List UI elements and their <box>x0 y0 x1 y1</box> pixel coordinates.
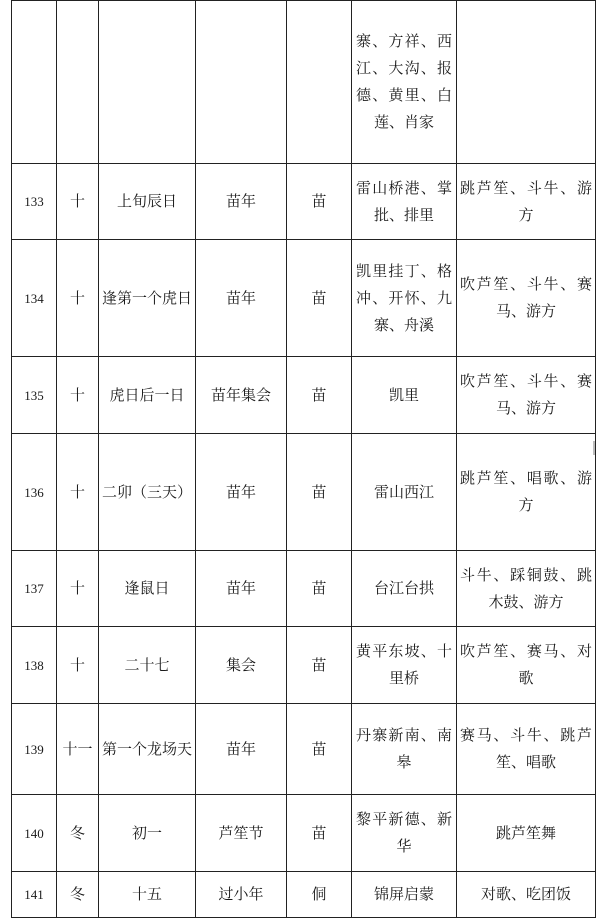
table-row <box>12 627 596 704</box>
date-cell: 第一个龙场天 <box>99 704 196 795</box>
festival-cell: 苗年 <box>196 434 287 551</box>
row-number-cell: 135 <box>12 357 57 434</box>
date-cell: 虎日后一日 <box>99 357 196 434</box>
place-cell: 锦屏启蒙 <box>352 872 457 918</box>
table-row <box>12 164 596 240</box>
month-cell: 冬 <box>57 795 99 872</box>
ethnicity-cell: 苗 <box>287 795 352 872</box>
month-cell: 十 <box>57 357 99 434</box>
activities-cell: 跳芦笙舞 <box>457 795 596 872</box>
row-number-cell: 136 <box>12 434 57 551</box>
table-row <box>12 872 596 918</box>
ethnicity-cell: 苗 <box>287 551 352 627</box>
row-number-cell: 139 <box>12 704 57 795</box>
row-number-cell: 137 <box>12 551 57 627</box>
activities-cell: 跳芦笙、斗牛、游方 <box>457 164 596 240</box>
festival-cell: 芦笙节 <box>196 795 287 872</box>
festival-cell: 苗年 <box>196 164 287 240</box>
table-row <box>12 1 596 164</box>
date-cell: 二十七 <box>99 627 196 704</box>
table-row <box>12 434 596 551</box>
row-number-cell: 138 <box>12 627 57 704</box>
date-cell: 二卯（三天） <box>99 434 196 551</box>
ethnicity-cell: 苗 <box>287 704 352 795</box>
festival-cell: 集会 <box>196 627 287 704</box>
activities-cell: 吹芦笙、赛马、对歌 <box>457 627 596 704</box>
row-number-cell: 140 <box>12 795 57 872</box>
place-cell: 黄平东坡、十里桥 <box>352 627 457 704</box>
month-cell <box>57 1 99 164</box>
month-cell: 十 <box>57 627 99 704</box>
festival-cell: 过小年 <box>196 872 287 918</box>
ethnicity-cell: 苗 <box>287 240 352 357</box>
date-cell: 初一 <box>99 795 196 872</box>
place-cell: 雷山桥港、掌批、排里 <box>352 164 457 240</box>
ethnicity-cell: 苗 <box>287 164 352 240</box>
date-cell: 十五 <box>99 872 196 918</box>
row-number-cell: 134 <box>12 240 57 357</box>
scroll-edge-mark <box>593 441 595 455</box>
activities-cell: 对歌、吃团饭 <box>457 872 596 918</box>
month-cell: 十 <box>57 551 99 627</box>
festival-cell: 苗年集会 <box>196 357 287 434</box>
ethnicity-cell: 侗 <box>287 872 352 918</box>
ethnicity-cell <box>287 1 352 164</box>
activities-cell <box>457 1 596 164</box>
festival-cell: 苗年 <box>196 551 287 627</box>
table-row <box>12 704 596 795</box>
row-number-cell <box>12 1 57 164</box>
festival-cell: 苗年 <box>196 240 287 357</box>
row-number-cell: 133 <box>12 164 57 240</box>
activities-cell: 斗牛、踩铜鼓、跳木鼓、游方 <box>457 551 596 627</box>
month-cell: 十 <box>57 434 99 551</box>
table-row <box>12 240 596 357</box>
place-cell: 丹寨新南、南皋 <box>352 704 457 795</box>
ethnicity-cell: 苗 <box>287 434 352 551</box>
ethnicity-cell: 苗 <box>287 627 352 704</box>
table-row <box>12 795 596 872</box>
table-row <box>12 551 596 627</box>
festival-table <box>11 0 596 918</box>
activities-cell: 赛马、斗牛、跳芦笙、唱歌 <box>457 704 596 795</box>
activities-cell: 吹芦笙、斗牛、赛马、游方 <box>457 240 596 357</box>
month-cell: 冬 <box>57 872 99 918</box>
place-cell: 凯里 <box>352 357 457 434</box>
date-cell: 逢鼠日 <box>99 551 196 627</box>
date-cell <box>99 1 196 164</box>
festival-cell <box>196 1 287 164</box>
festival-cell: 苗年 <box>196 704 287 795</box>
place-cell: 黎平新德、新华 <box>352 795 457 872</box>
place-cell: 雷山西江 <box>352 434 457 551</box>
month-cell: 十 <box>57 164 99 240</box>
place-cell: 凯里挂丁、格冲、开怀、九寨、舟溪 <box>352 240 457 357</box>
table-row <box>12 357 596 434</box>
place-cell: 寨、方祥、西江、大沟、报德、黄里、白莲、肖家 <box>352 1 457 164</box>
row-number-cell: 141 <box>12 872 57 918</box>
month-cell: 十 <box>57 240 99 357</box>
place-cell: 台江台拱 <box>352 551 457 627</box>
activities-cell: 吹芦笙、斗牛、赛马、游方 <box>457 357 596 434</box>
ethnicity-cell: 苗 <box>287 357 352 434</box>
date-cell: 上旬辰日 <box>99 164 196 240</box>
month-cell: 十一 <box>57 704 99 795</box>
date-cell: 逢第一个虎日 <box>99 240 196 357</box>
activities-cell: 跳芦笙、唱歌、游方 <box>457 434 596 551</box>
